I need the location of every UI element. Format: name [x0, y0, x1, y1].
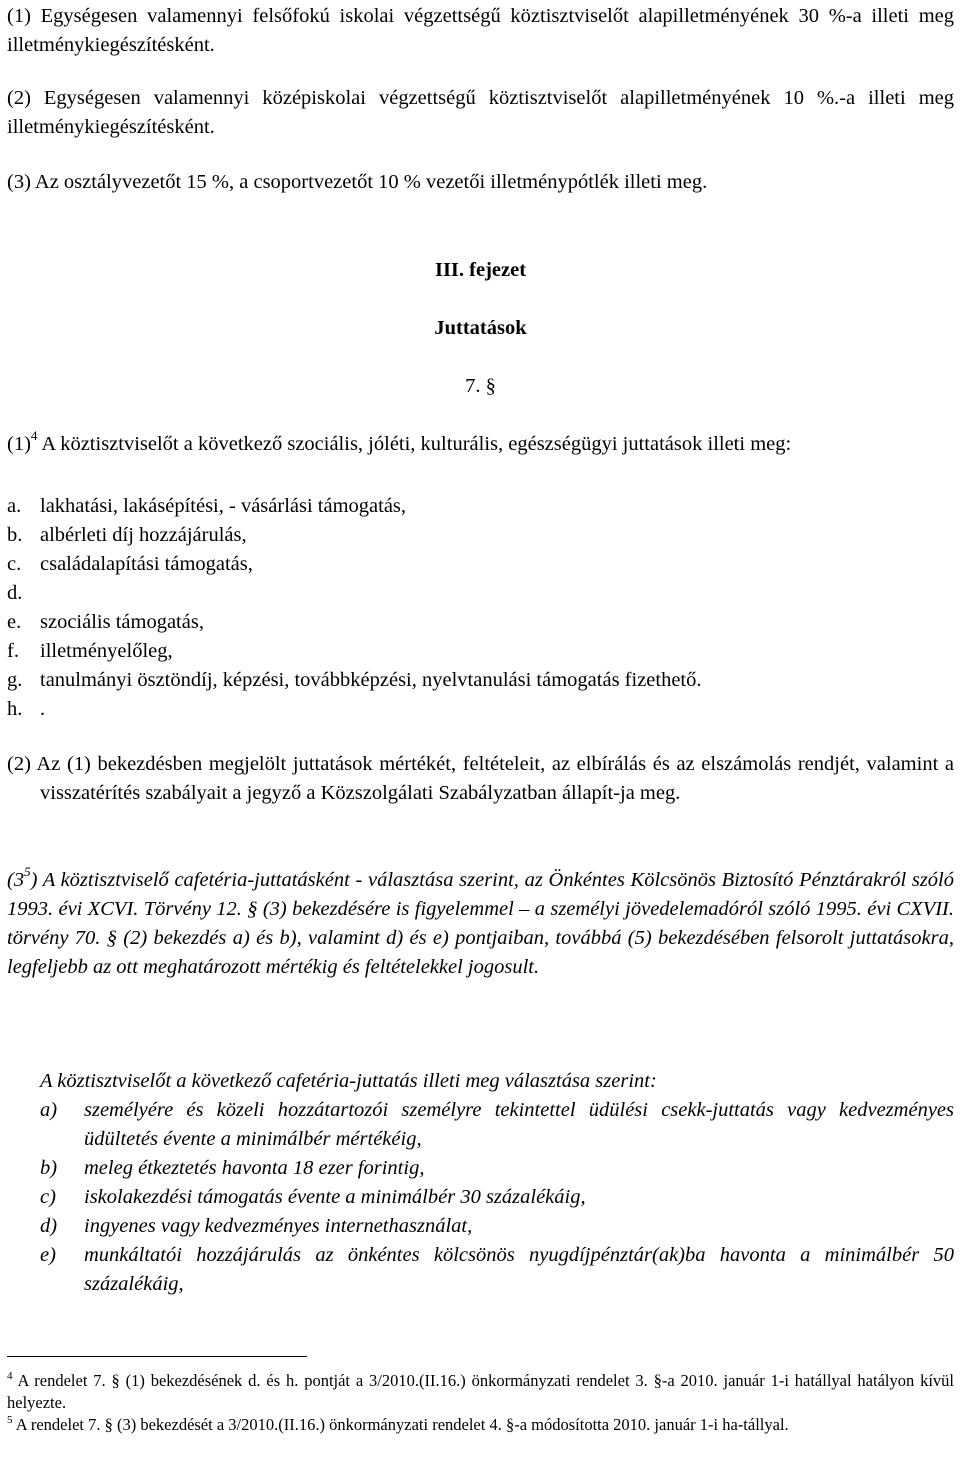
paragraph-prefix: (3 — [7, 869, 25, 891]
paragraph-1-illetmenykiegeszites-felsofoku: (1) Egységesen valamennyi felsőfokú iskolai végzettségű köztisztviselőt alapilletményének 30 %-a illeti meg illetménykiegészítésként. — [7, 5, 954, 56]
list-item-text: tanulmányi ösztöndíj, képzési, továbbképzési, nyelvtanulási támogatás fizethető. — [40, 669, 702, 691]
list-item — [7, 608, 954, 637]
list-item-label: c) — [40, 1186, 56, 1208]
list-item — [40, 1154, 954, 1183]
list-item — [7, 695, 954, 724]
list-item — [7, 637, 954, 666]
section-7-paragraph-1 — [7, 430, 954, 459]
list-item-text: . — [40, 698, 46, 720]
paragraph-text: A köztisztviselőt a következő szociális, jóléti, kulturális, egészségügyi juttatások illeti meg: — [37, 433, 792, 455]
list-item-text: iskolakezdési támogatás évente a minimálbér 30 százalékáig, — [84, 1186, 586, 1208]
list-item-label: b) — [40, 1157, 58, 1179]
list-item-label: b. — [7, 524, 23, 546]
footnote-separator — [7, 1356, 307, 1357]
footnote-number: 4 — [7, 1369, 13, 1382]
footnote-text: A rendelet 7. § (1) bekezdésének d. és h. pontját a 3/2010.(II.16.) önkormányzati rendelet 3. §-a 2010. január 1-i hatállyal hatályon kívül helyezte. — [7, 1371, 954, 1412]
chapter-heading: III. fejezet — [434, 259, 527, 281]
list-item-label: a. — [7, 495, 22, 517]
list-item-text: családalapítási támogatás, — [40, 553, 253, 575]
footnote-5 — [7, 1414, 954, 1436]
list-item — [7, 521, 954, 550]
list-item-text: albérleti díj hozzájárulás, — [40, 524, 247, 546]
list-item-text: személyére és közeli hozzátartozói személyre tekintettel üdülési csekk-juttatás vagy kedvezményes üdültetés évente a minimálbér mértékéig, — [84, 1099, 954, 1150]
footnote-ref-5: 5 — [24, 864, 31, 880]
list-item-label: f. — [7, 640, 19, 662]
cafeteria-intro: A köztisztviselőt a következő cafetéria-juttatás illeti meg választása szerint: — [40, 1070, 657, 1092]
chapter-title: Juttatások — [434, 317, 527, 339]
section-7-paragraph-2: (2) Az (1) bekezdésben megjelölt juttatások mértékét, feltételeit, az elbírálás és az elszámolás rendjét, valamint a visszatérítés szabályait a jegyző a Közszolgálati Szabályzatban állapít-ja meg. — [7, 753, 954, 804]
list-item-label: g. — [7, 669, 23, 691]
list-item — [7, 492, 954, 521]
list-item — [7, 550, 954, 579]
list-item-text: szociális támogatás, — [40, 611, 204, 633]
list-item — [40, 1241, 954, 1299]
list-item-label: h. — [7, 698, 23, 720]
list-item-label: e) — [40, 1244, 56, 1266]
footnote-text: A rendelet 7. § (3) bekezdését a 3/2010.(II.16.) önkormányzati rendelet 4. §-a módosította 2010. január 1-i ha-tállyal. — [12, 1415, 789, 1434]
footnote-number: 5 — [7, 1413, 13, 1426]
paragraph-3-vezetoi-potlek: (3) Az osztályvezetőt 15 %, a csoportvezetőt 10 % vezetői illetménypótlék illeti meg. — [7, 171, 708, 193]
list-item-label: a) — [40, 1099, 58, 1121]
footnote-4 — [7, 1370, 954, 1414]
list-item — [40, 1183, 954, 1212]
list-item-label: d. — [7, 582, 23, 604]
list-item-text: meleg étkeztetés havonta 18 ezer forintig, — [84, 1157, 425, 1179]
paragraph-2-illetmenykiegeszites-kozepiskolai: (2) Egységesen valamennyi középiskolai végzettségű köztisztviselőt alapilletményének 10 %.-a illeti meg illetménykiegészítésként. — [7, 87, 954, 138]
cafeteria-list — [40, 1096, 954, 1299]
paragraph-prefix: (1) — [7, 433, 31, 455]
list-item-text: ingyenes vagy kedvezményes internethasználat, — [84, 1215, 473, 1237]
list-item — [40, 1212, 954, 1241]
footnote-ref-4: 4 — [30, 428, 38, 444]
list-item — [40, 1096, 954, 1154]
list-item-text: lakhatási, lakásépítési, - vásárlási támogatás, — [40, 495, 407, 517]
list-item-label: c. — [7, 553, 22, 575]
list-item-text: munkáltatói hozzájárulás az önkéntes kölcsönös nyugdíjpénztár(ak)ba havonta a minimálbér 50 százalékáig, — [84, 1244, 954, 1295]
section-number: 7. § — [465, 375, 496, 397]
list-item-label: d) — [40, 1215, 58, 1237]
list-item — [7, 579, 954, 608]
list-item-text: illetményelőleg, — [40, 640, 173, 662]
list-item — [7, 666, 954, 695]
juttatasok-list — [7, 492, 954, 724]
list-item-label: e. — [7, 611, 22, 633]
paragraph-text: ) A köztisztviselő cafetéria-juttatásként - választása szerint, az Önkéntes Kölcsönös Biztosító Pénztárakról szóló 1993. évi XCVI. Törvény 12. § (3) bekezdésére is figyelemmel – a személyi jövedelemadóról szóló 1995. évi CXVII. törvény 70. § (2) bekezdés a) és b), valamint d) és e) pontjaiban, továbbá (5) bekezdésében felsorolt juttatásokra, legfeljebb az ott meghatározott mértékig és feltételekkel jogosult. — [7, 869, 954, 978]
section-7-paragraph-3 — [7, 866, 954, 982]
